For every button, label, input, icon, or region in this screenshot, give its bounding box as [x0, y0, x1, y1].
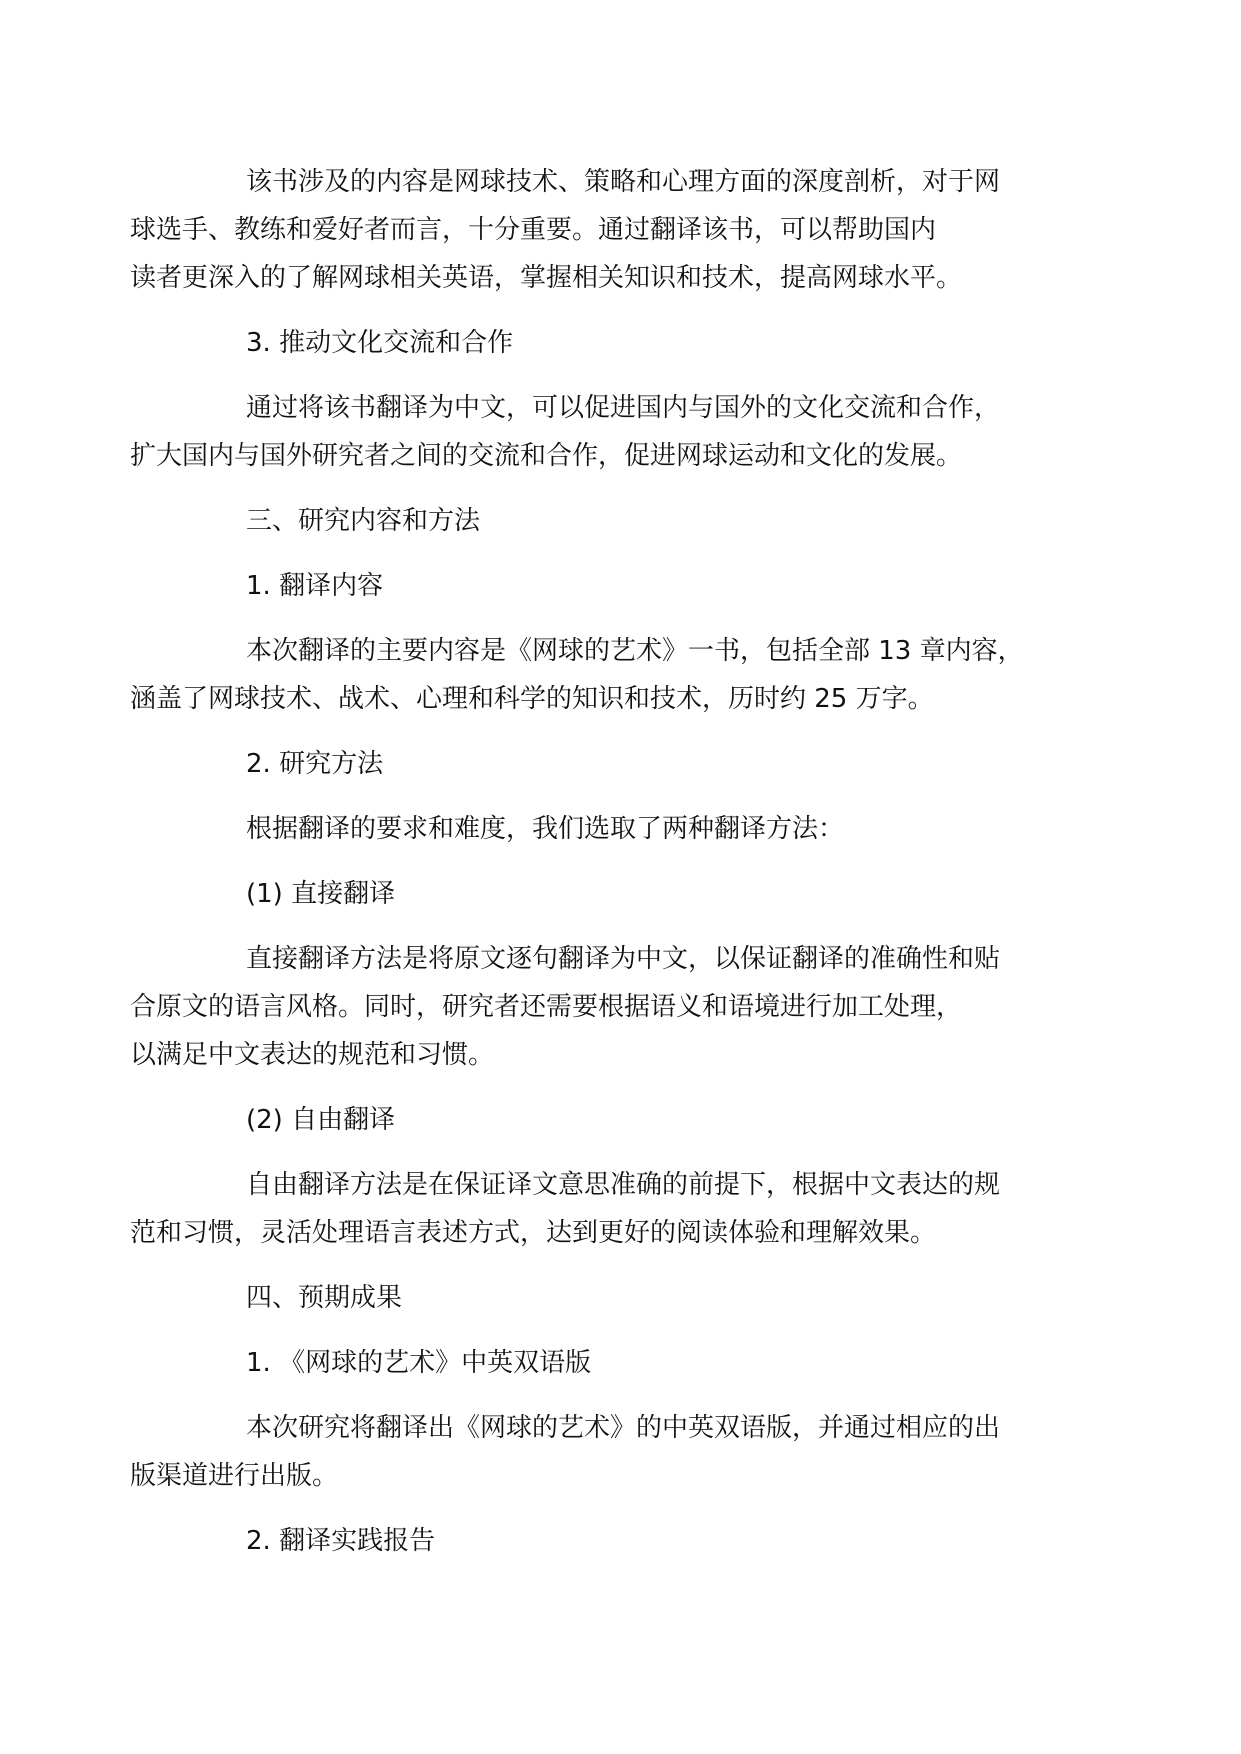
paragraph-bilingual-edition	[130, 1404, 1088, 1500]
document-body	[130, 158, 1088, 1565]
paragraph-translation-content	[130, 627, 1088, 723]
section-heading-expected-results	[188, 1274, 1088, 1322]
heading-promote-exchange	[188, 319, 1088, 367]
heading-free-translation	[188, 1096, 1088, 1144]
text-line: 根据翻译的要求和难度，我们选取了两种翻译方法：	[246, 814, 845, 844]
text-line: 1. 《网球的艺术》中英双语版	[246, 1348, 592, 1378]
text-line: 读者更深入的了解网球相关英语，掌握相关知识和技术，提高网球水平。	[130, 263, 963, 293]
text-line: 四、预期成果	[246, 1283, 403, 1313]
text-line: 三、研究内容和方法	[246, 506, 481, 536]
text-line: 本次研究将翻译出《网球的艺术》的中英双语版，并通过相应的出	[246, 1413, 1001, 1443]
text-line: (1) 直接翻译	[246, 879, 396, 909]
text-line: 扩大国内与国外研究者之间的交流和合作，促进网球运动和文化的发展。	[130, 441, 963, 471]
heading-practice-report	[188, 1517, 1088, 1565]
heading-bilingual-edition	[188, 1339, 1088, 1387]
text-line: 2. 研究方法	[246, 749, 384, 779]
section-heading-content-methods	[188, 497, 1088, 545]
text-line: (2) 自由翻译	[246, 1105, 396, 1135]
text-line: 以满足中文表达的规范和习惯。	[130, 1040, 495, 1070]
text-line: 该书涉及的内容是网球技术、策略和心理方面的深度剖析，对于网	[246, 167, 1001, 197]
paragraph-direct-translation	[130, 935, 1088, 1079]
paragraph-significance	[130, 158, 1088, 302]
text-line: 球选手、教练和爱好者而言，十分重要。通过翻译该书，可以帮助国内	[130, 215, 937, 245]
text-line: 本次翻译的主要内容是《网球的艺术》一书，包括全部 13 章内容，	[246, 636, 1024, 666]
text-line: 2. 翻译实践报告	[246, 1526, 436, 1556]
text-line: 涵盖了网球技术、战术、心理和科学的知识和技术，历时约 25 万字。	[130, 684, 934, 714]
paragraph-exchange	[130, 384, 1088, 480]
text-line: 1. 翻译内容	[246, 571, 384, 601]
paragraph-methods-intro	[188, 805, 1088, 853]
text-line: 合原文的语言风格。同时，研究者还需要根据语义和语境进行加工处理，	[130, 992, 963, 1022]
heading-research-methods	[188, 740, 1088, 788]
heading-direct-translation	[188, 870, 1088, 918]
text-line: 直接翻译方法是将原文逐句翻译为中文，以保证翻译的准确性和贴	[246, 944, 1001, 974]
text-line: 版渠道进行出版。	[130, 1461, 339, 1491]
paragraph-free-translation	[130, 1161, 1088, 1257]
text-line: 自由翻译方法是在保证译文意思准确的前提下，根据中文表达的规	[246, 1170, 1001, 1200]
heading-translation-content	[188, 562, 1088, 610]
text-line: 范和习惯，灵活处理语言表述方式，达到更好的阅读体验和理解效果。	[130, 1218, 937, 1248]
text-line: 3. 推动文化交流和合作	[246, 328, 514, 358]
text-line: 通过将该书翻译为中文，可以促进国内与国外的文化交流和合作，	[246, 393, 1001, 423]
